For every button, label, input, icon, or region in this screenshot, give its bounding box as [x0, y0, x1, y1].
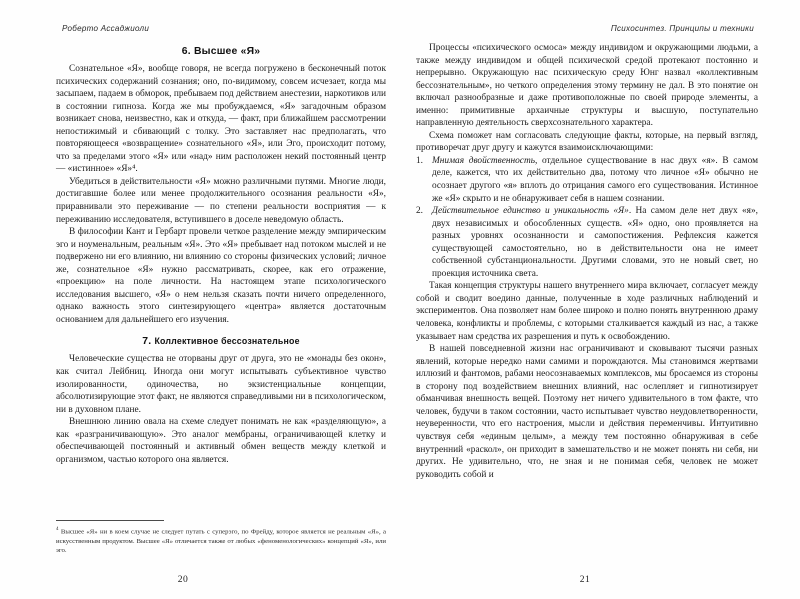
right-text-column [416, 42, 758, 481]
paragraph: Процессы «психического осмоса» между индивидом и окружающими людьми, а также между индивидом и общей психической средой протекают постоянно и непрерывно. Окружающую нас психическую среду Юнг назвал «коллективным бессознательным», но четкого определения этому термину не дал. В это понятие он включал разнообразные и даже противоположные по своей природе элементы, а именно: примитивные архаичные структуры и высшую, поступательно направленную деятельность сверхсознательного характера. [416, 43, 758, 129]
footnote-body: Высшее «Я» ни в коем случае не следует путать с суперэго, по Фрейду, которое является не реальным «Я», а искусственным продуктом. Высшее «Я» отличается также от любых «феноменологических» концепций «Я», или эго. [56, 528, 387, 554]
folio-right-number: 21 [579, 574, 591, 585]
list-item-lead: Действительное единство и уникальность «Я» [432, 206, 629, 217]
section-heading-7-title: Коллективное бессознательное [154, 336, 300, 347]
left-text-column [56, 46, 386, 466]
section-heading-7 [56, 336, 386, 347]
footnote-separator-rule [56, 520, 164, 521]
section-heading-7-number: 7. [142, 336, 152, 348]
paragraph: В философии Кант и Гербарт провели четкое разделение между эмпирическим эго и ноуменальным, реальным «Я». Это «Я» пребывает над потоком мыслей и не подвержено ни его влиянию, ни влиянию со стороны физических условий; личное же, сознательное «Я» нужно рассматривать, скорее, как его отражение, «проекцию» на поле личности. На настоящем этапе психологического исследования высшего, «Я» о нем нельзя сказать почти ничего определенного, однако важность этого синтезирующего «центра» является достаточным основанием для дальнейшего его изучения. [56, 227, 386, 325]
page-right [400, 0, 800, 599]
section-heading-6 [56, 46, 386, 57]
folio-left [0, 574, 400, 585]
list-item-body: , отдельное существование в нас двух «я». В самом деле, кажется, что их действительно два, потому что личное «Я» обычно не осознает другого «я» вплоть до отрицания самого его существования. Истинное же «Я» скрыто и не обнаруживает себя в нашем сознании. [432, 155, 758, 204]
paragraph: Схема поможет нам согласовать следующие факты, которые, на первый взгляд, противоречат друг другу и кажутся взаимоисключающими: [416, 130, 758, 154]
paragraph: Убедиться в действительности «Я» можно различными путями. Многие люди, достигавшие более или менее продолжительного осознания реальности «Я», приравнивали это переживание — по степени реальности восприятия — к переживанию исследователя, вступившего в доселе неведомую область. [56, 176, 386, 225]
footnote-marker: 4 [56, 527, 59, 533]
footnote-block [56, 520, 386, 555]
section-heading-6-number: 6. [181, 46, 191, 57]
running-head-right: Психосинтез. Принципы и техники [610, 24, 754, 33]
paragraph: В нашей повседневной жизни нас ограничивают и сковывают тысячи разных явлений, которые нередко нами самими и порождаются. Мы становимся жертвами иллюзий и фантомов, рабами неосознаваемых комплексов, мы бросаемся из стороны в сторону под воздействием внешних влияний, нас ослепляет и гипнотизирует обманчивая внешность вещей. Поэтому нет ничего удивительного в том факте, что человек, будучи в таком состоянии, часто испытывает чувство неудовлетворенности, неуверенности, что его настроения, мысли и действия переменчивы. Интуитивно чувствуя себя «единым целым», а между тем постоянно обнаруживая в себе внутренний «раскол», он приходит в замешательство и не может понять ни себя, ни других. Не удивительно, что, не зная и не понимая себя, человек не может руководить собой и [416, 344, 758, 480]
numbered-list [416, 155, 758, 280]
paragraph: Сознательное «Я», вообще говоря, не всегда погружено в бесконечный поток психических содержаний сознания; оно, по-видимому, совсем исчезает, когда мы засыпаем, падаем в обморок, пребываем под действием анестезии, наркотиков или в состоянии гипноза. Когда же мы пробуждаемся, «Я» загадочным образом возникает снова, неизвестно, как и откуда, — факт, при ближайшем рассмотрении непостижимый и сбивающий с толку. Это заставляет нас предполагать, что повторяющееся «возвращение» сознательного «Я», или Эго, происходит потому, что за пределами этого «Я» или «над» ним расположен некий постоянный центр — «истинное» «Я»⁴. [56, 64, 386, 175]
footnote-text [56, 525, 386, 555]
list-item [416, 205, 758, 280]
list-item-marker: 1. [416, 155, 424, 166]
paragraph: Человеческие существа не оторваны друг от друга, это не «монады без окон», как считал Лейбниц. Иногда они могут испытывать субъективное чувство изолированности, одиночества, но экзистенциальные концепции, абсолютизирующие этот факт, не являются справедливыми ни в психологическом, ни в духовном плане. [56, 354, 386, 415]
list-item-lead: Мнимая двойственность [432, 155, 535, 166]
section-heading-6-title: Высшее «Я» [193, 46, 261, 57]
paragraph: Внешнюю линию овала на схеме следует понимать не как «разделяющую», а как «разграничивающую». Это аналог мембраны, ограничивающей клетку и обеспечивающей постоянный и активный обмен веществ между клеткой и организмом, частью которого она является. [56, 417, 386, 465]
paragraph: Такая концепция структуры нашего внутреннего мира включает, согласует между собой и сводит воедино данные, полученные в ходе различных наблюдений и экспериментов. Она позволяет нам более широко и полно понять внутреннюю драму человека, конфликты и проблемы, с которыми сталкивается каждый из нас, а также указывает нам средства их разрешения и путь к освобождению. [416, 281, 758, 342]
folio-right [400, 574, 800, 585]
list-item-body: . На самом деле нет двух «я», двух независимых и обособленных существ. «Я» одно, оно проявляется на разных уровнях осознанности и самопостижения. Рефлексия кажется существующей самостоятельно, но в действительности она не имеет собственной субстанциональности. Другими словами, это не новый свет, но проекция источника света. [432, 206, 758, 279]
running-head-left: Роберто Ассаджиоли [62, 24, 150, 33]
list-item [416, 155, 758, 205]
folio-left-number: 20 [177, 574, 189, 585]
list-item-marker: 2. [416, 206, 424, 217]
